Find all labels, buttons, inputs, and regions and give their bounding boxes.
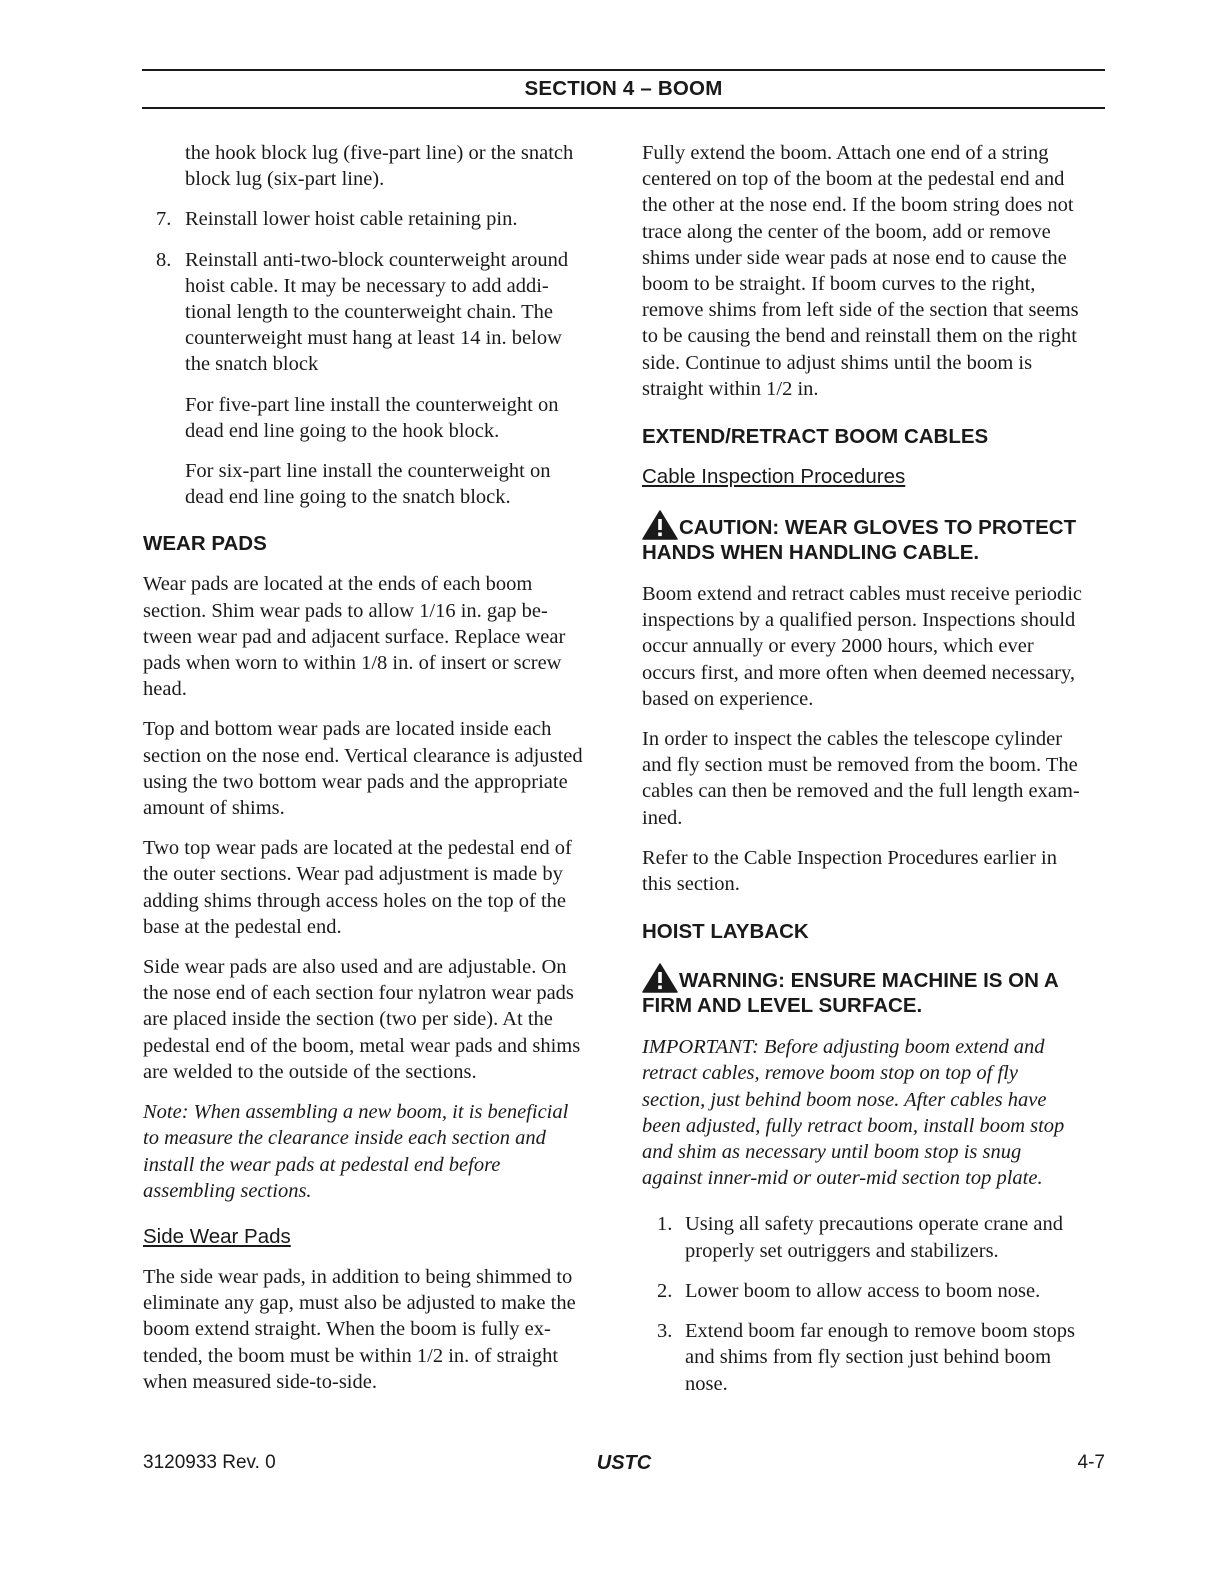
wear-pads-paragraph-1: Wear pads are located at the ends of each boom section. Shim wear pads to allow 1/16 in. gap be- tween wear pad and adjacent surface. Replace wear pads when worn to within 1/8 in. of insert or screw head. <box>143 573 566 701</box>
list-item-step-2: 2. Lower boom to allow access to boom nose. <box>657 1279 1041 1302</box>
cable-removal-paragraph: In order to inspect the cables the telescope cylinder and fly section must be removed from the boom. The cables can then be removed and the full length exam- ined. <box>642 728 1080 829</box>
caution-notice: CAUTION: WEAR GLOVES TO PROTECT HANDS WHEN HANDLING CABLE. <box>642 510 1105 565</box>
section-title: SECTION 4 – BOOM <box>524 77 723 100</box>
caution-triangle-icon <box>642 510 678 540</box>
hoist-steps-list <box>642 1211 1105 1396</box>
wear-pads-paragraph-2: Top and bottom wear pads are located inside each section on the nose end. Vertical clearance is adjusted using the two bottom wear pads and the appropriate amount of shims. <box>143 718 583 820</box>
extend-retract-heading: EXTEND/RETRACT BOOM CABLES <box>642 425 989 449</box>
side-wear-pads-paragraph: The side wear pads, in addition to being shimmed to eliminate any gap, must also be adjusted to make the boom extend straight. When the boom is fully ex- tended, the boom must be within 1/2 in. of straight when measured side-to-side. <box>143 1265 576 1393</box>
inspection-paragraph: Boom extend and retract cables must receive periodic inspections by a qualified person. Inspections should occur annually or every 2000 hours, which ever occurs first, and more often when deemed necessary, based on experience. <box>642 583 1082 710</box>
page-footer <box>143 1452 1105 1478</box>
section-header <box>142 69 1105 109</box>
warning-triangle-icon <box>642 963 678 993</box>
list-item-step-1: 1. Using all safety precautions operate crane and properly set outriggers and stabilizers. <box>657 1213 1063 1262</box>
left-column <box>143 140 606 1395</box>
page-number: 4-7 <box>1077 1452 1105 1473</box>
cable-inspection-subheading: Cable Inspection Procedures <box>642 465 906 489</box>
warning-notice: WARNING: ENSURE MACHINE IS ON A FIRM AND LEVEL SURFACE. <box>642 963 1105 1018</box>
list-item-step-3: 3. Extend boom far enough to remove boom stops and shims from fly section just behind boom nose. <box>657 1320 1076 1395</box>
refer-paragraph: Refer to the Cable Inspection Procedures earlier in this section. <box>642 846 1057 896</box>
footer-brand: USTC <box>596 1452 652 1474</box>
continued-paragraph: the hook block lug (five-part line) or the snatch block lug (six-part line). <box>185 142 574 191</box>
document-number: 3120933 Rev. 0 <box>143 1452 276 1473</box>
boom-straightness-paragraph: Fully extend the boom. Attach one end of a string centered on top of the boom at the pedestal end and the other at the nose end. If the boom string does not trace along the center of the boom, add or remove shims under side wear pads at nose end to cause the boom to be straight. If boom curves to the right, remove shims from left side of the section that seems to be causing the bend and reinstall them on the right side. Continue to adjust shims until the boom is straight within 1/2 in. <box>642 142 1079 400</box>
five-part-paragraph: For five-part line install the counterweight on dead end line going to the hook block. <box>185 393 559 442</box>
six-part-paragraph: For six-part line install the counterweight on dead end line going to the snatch block. <box>185 460 551 509</box>
wear-pads-paragraph-3: Two top wear pads are located at the pedestal end of the outer sections. Wear pad adjustment is made by adding shims through access holes on the top of the base at the pedestal end. <box>143 837 572 938</box>
side-wear-pads-subheading: Side Wear Pads <box>143 1224 291 1248</box>
important-note: IMPORTANT: Before adjusting boom extend and retract cables, remove boom stop on top of fly section, just behind boom nose. After cables have been adjusted, fully retract boom, install boom stop and shim as necessary until boom stop is snug against inner-mid or outer-mid section top plate. <box>642 1036 1065 1190</box>
list-item-8: 8. Reinstall anti-two-block counterweight around hoist cable. It may be necessary to add addi- tional length to the counterweight chain. The counterweight must hang at least 14 in. below the snatch block <box>156 248 569 376</box>
wear-pads-paragraph-4: Side wear pads are also used and are adjustable. On the nose end of each section four nylatron wear pads are placed inside the section (two per side). At the pedestal end of the boom, metal wear pads and shims are welded to the outside of the sections. <box>143 956 581 1083</box>
list-item-7: 7. Reinstall lower hoist cable retaining pin. <box>156 208 518 231</box>
right-column <box>642 140 1105 1397</box>
hoist-layback-heading: HOIST LAYBACK <box>642 920 809 944</box>
assembly-note: Note: When assembling a new boom, it is beneficial to measure the clearance inside each section and install the wear pads at pedestal end before assembling sections. <box>143 1101 569 1202</box>
wear-pads-heading: WEAR PADS <box>143 532 267 556</box>
